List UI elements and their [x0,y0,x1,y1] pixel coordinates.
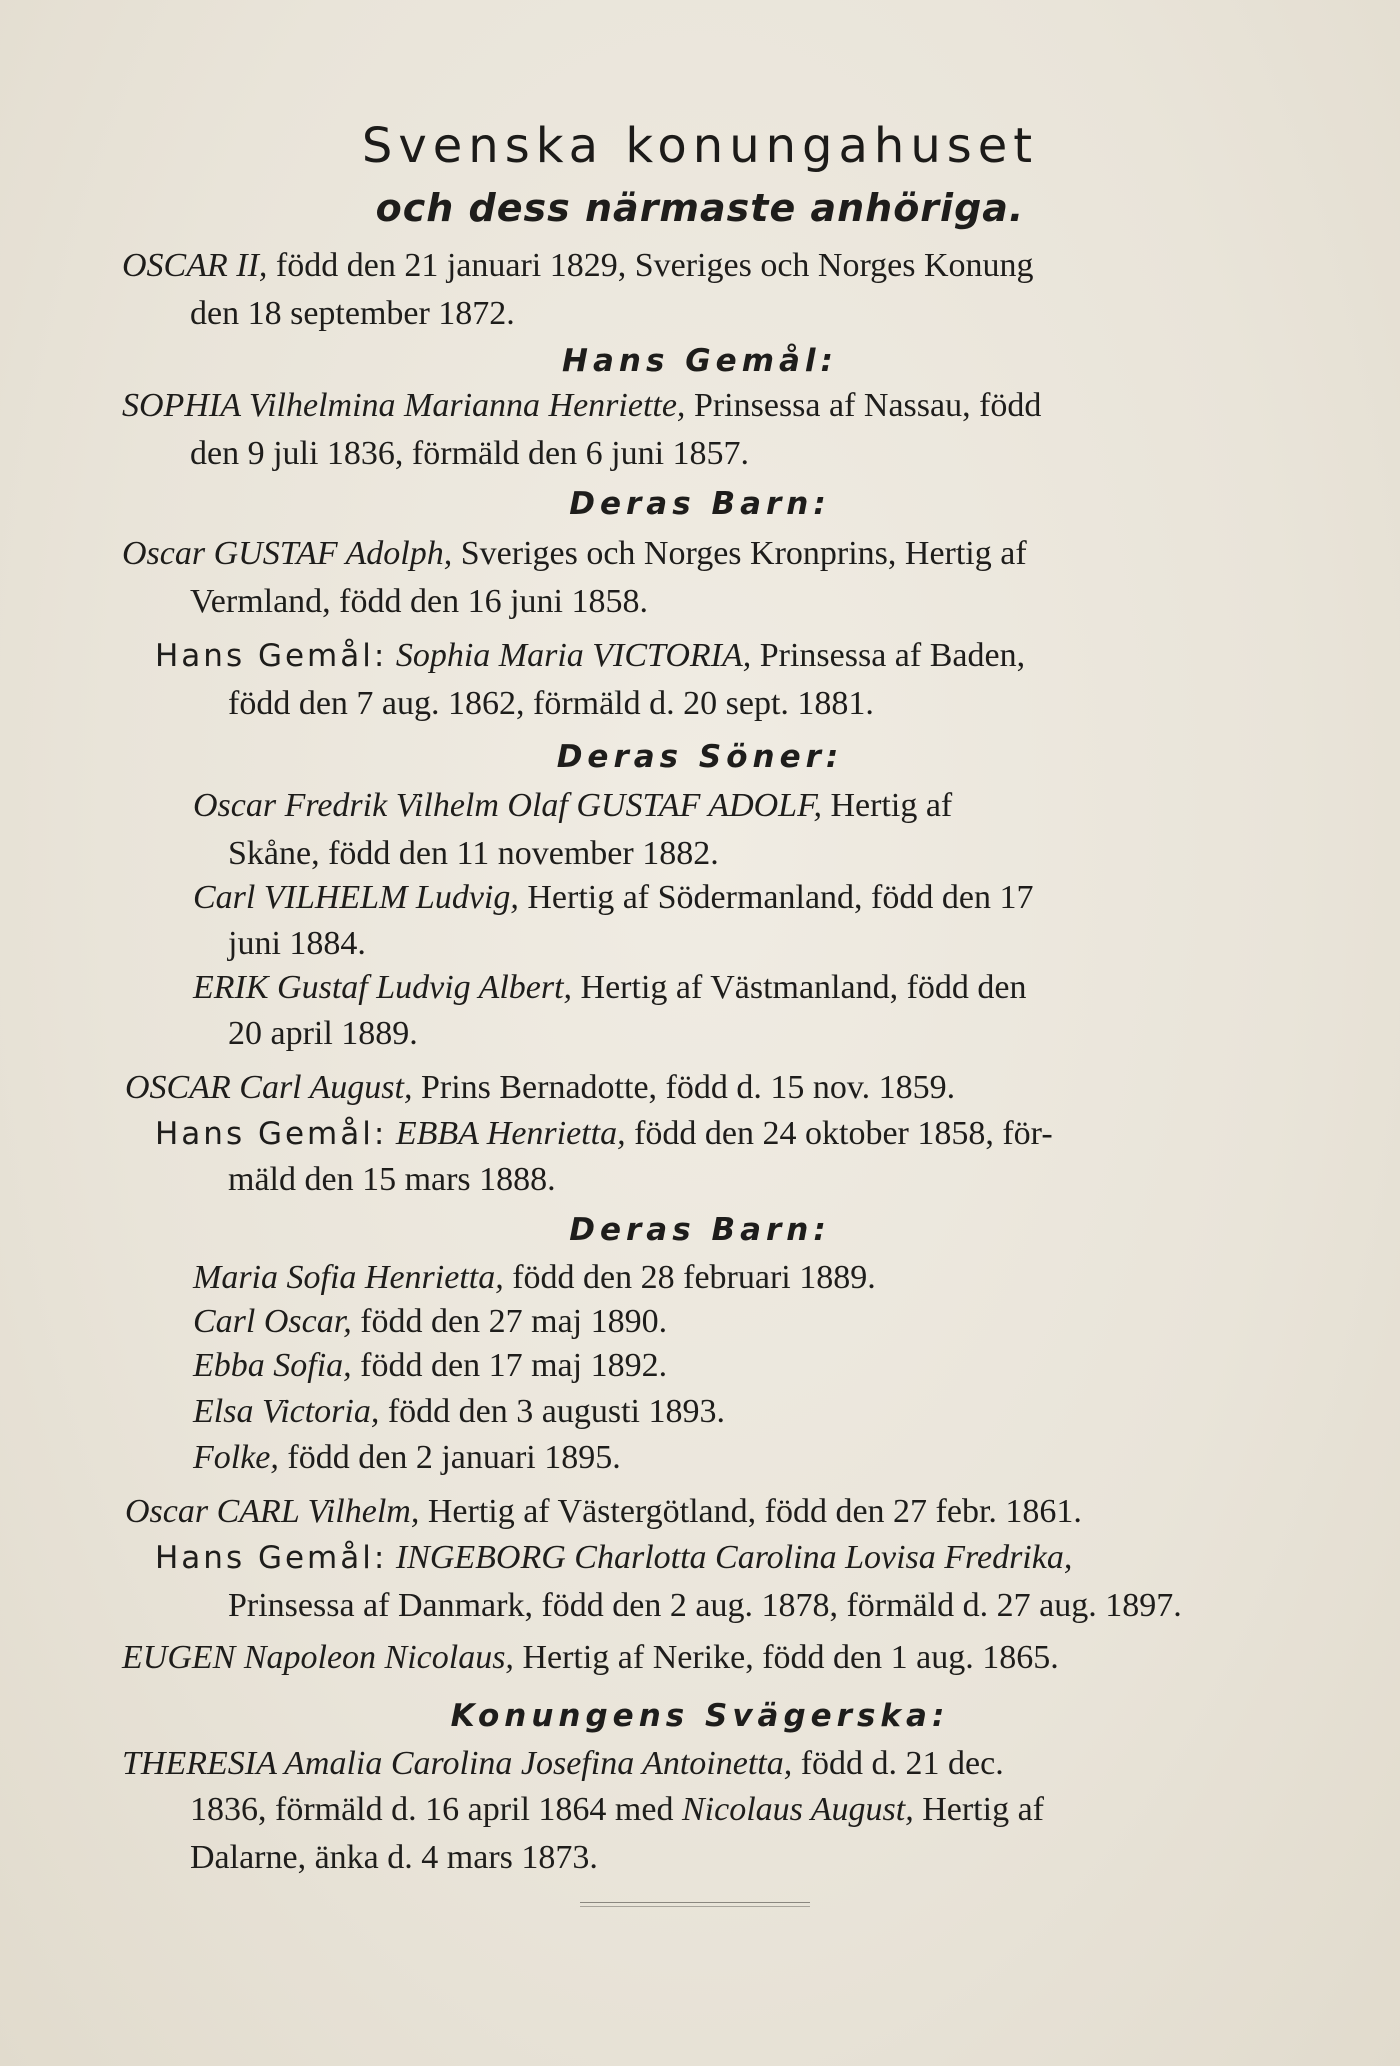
entry-gustaf-line1: Oscar GUSTAF Adolph, Sveriges och Norges Kronprins, Hertig af [122,535,1027,572]
entry-vilhelm-line2: juni 1884. [228,925,366,962]
heading-deras-barn-1: Deras Barn: [569,486,831,522]
list-item: Folke, född den 2 januari 1895. [193,1439,621,1476]
name-victoria: Sophia Maria VICTORIA, [395,637,752,674]
entry-gustaf-adolf-line2: Skåne, född den 11 november 1882. [228,835,719,872]
entry-erik-line1: ERIK Gustaf Ludvig Albert, Hertig af Västmanland, född den [193,969,1027,1006]
name-sophia: SOPHIA Vilhelmina Marianna Henriette, [122,387,686,424]
name-nicolaus-august: Nicolaus August, [681,1791,914,1828]
entry-ebba-line2: mäld den 15 mars 1888. [228,1161,556,1198]
name-vilhelm: Carl VILHELM Ludvig, [193,879,519,916]
end-rule [580,1902,810,1907]
entry-oscar-ii-line2: den 18 september 1872. [190,295,515,332]
entry-oscar-ii-line1: OSCAR II, född den 21 januari 1829, Sveriges och Norges Konung [122,247,1034,284]
entry-sophia-line2: den 9 juli 1836, förmäld den 6 juni 1857. [190,435,750,472]
entry-gustaf-line2: Vermland, född den 16 juni 1858. [190,583,648,620]
name-carl: Oscar CARL Vilhelm, [125,1493,420,1530]
entry-ingeborg-line2: Prinsessa af Danmark, född den 2 aug. 1878, förmäld d. 27 aug. 1897. [228,1587,1182,1624]
label-hans-gemal: Hans Gemål: [155,1540,388,1576]
name-ebba: EBBA Henrietta, [395,1115,626,1152]
list-item: Ebba Sofia, född den 17 maj 1892. [193,1347,668,1384]
entry-gustaf-adolf-line1: Oscar Fredrik Vilhelm Olaf GUSTAF ADOLF, Hertig af [193,787,953,824]
entry-erik-line2: 20 april 1889. [228,1015,418,1052]
name-eugen: EUGEN Napoleon Nicolaus, [122,1639,514,1676]
entry-eugen: EUGEN Napoleon Nicolaus, Hertig af Nerike, född den 1 aug. 1865. [122,1639,1059,1676]
entry-vilhelm-line1: Carl VILHELM Ludvig, Hertig af Södermanland, född den 17 [193,879,1034,916]
heading-konungens-svagerska: Konungens Svägerska: [450,1698,950,1734]
child-name: Elsa Victoria, [193,1393,380,1430]
entry-theresia-line1: THERESIA Amalia Carolina Josefina Antoinetta, född d. 21 dec. [122,1745,1004,1782]
child-name: Carl Oscar, [193,1303,352,1340]
name-ingeborg: INGEBORG Charlotta Carolina Lovisa Fredrika, [395,1539,1073,1576]
entry-ingeborg-line1 [155,1536,1072,1580]
child-name: Folke, [193,1439,279,1476]
name-gustaf: Oscar GUSTAF Adolph, [122,535,453,572]
child-name: Maria Sofia Henrietta, [193,1259,504,1296]
heading-deras-barn-2: Deras Barn: [569,1212,831,1248]
label-hans-gemal: Hans Gemål: [155,638,388,674]
list-item: Carl Oscar, född den 27 maj 1890. [193,1303,668,1340]
page-subtitle: och dess närmaste anhöriga. [375,186,1025,230]
list-item: Elsa Victoria, född den 3 augusti 1893. [193,1393,725,1430]
list-item: Maria Sofia Henrietta, född den 28 februari 1889. [193,1259,876,1296]
entry-carl: Oscar CARL Vilhelm, Hertig af Västergötland, född den 27 febr. 1861. [125,1493,1082,1530]
heading-deras-soner: Deras Söner: [556,739,844,775]
entry-theresia-line2: 1836, förmäld d. 16 april 1864 med Nicolaus August, Hertig af [190,1791,1044,1828]
entry-ebba-line1: Hans Gemål: EBBA Henrietta, född den 24 oktober 1858, för- [155,1115,1053,1152]
name-oscar-ii: OSCAR II, [122,247,268,284]
name-oscar-bernadotte: OSCAR Carl August, [125,1069,413,1106]
name-theresia: THERESIA Amalia Carolina Josefina Antoinetta, [122,1745,793,1782]
entry-sophia-line1: SOPHIA Vilhelmina Marianna Henriette, Prinsessa af Nassau, född [122,387,1042,424]
entry-oscar-bernadotte: OSCAR Carl August, Prins Bernadotte, född d. 15 nov. 1859. [125,1069,956,1106]
entry-theresia-line3: Dalarne, änka d. 4 mars 1873. [190,1839,598,1876]
entry-victoria-line2: född den 7 aug. 1862, förmäld d. 20 sept. 1881. [228,685,874,722]
name-erik: ERIK Gustaf Ludvig Albert, [193,969,573,1006]
page-title: Svenska konungahuset [361,118,1039,174]
name-gustaf-adolf: Oscar Fredrik Vilhelm Olaf GUSTAF ADOLF, [193,787,822,824]
entry-victoria-line1: Hans Gemål: Sophia Maria VICTORIA, Prinsessa af Baden, [155,637,1026,674]
label-hans-gemal: Hans Gemål: [155,1116,388,1152]
child-name: Ebba Sofia, [193,1347,352,1384]
heading-hans-gemal: Hans Gemål: [562,343,838,379]
